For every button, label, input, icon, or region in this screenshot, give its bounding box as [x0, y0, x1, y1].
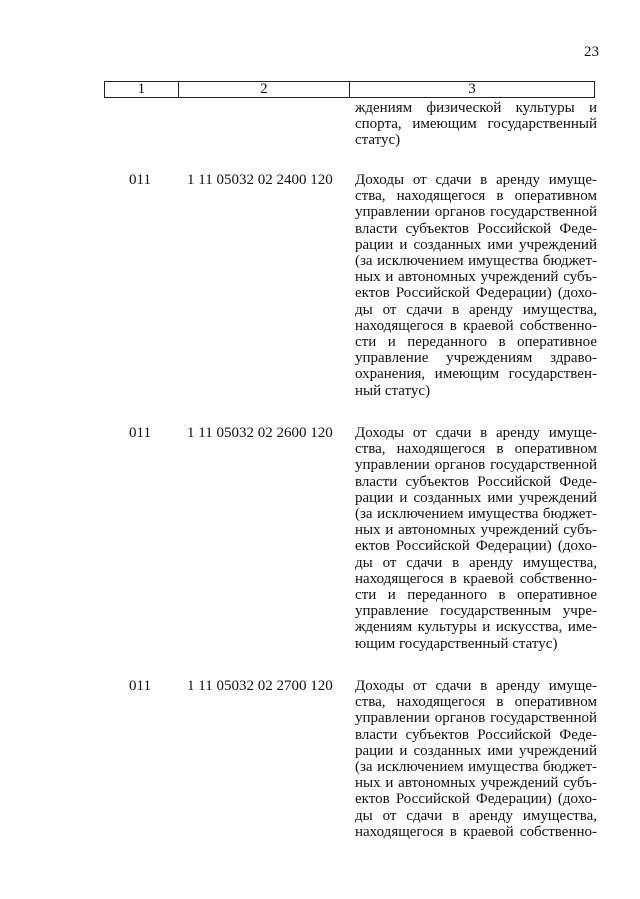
text-line: управлении органов государственной [355, 204, 597, 221]
budget-code: 1 11 05032 02 2600 120 [187, 425, 333, 441]
text-line: рации и созданных ими учреждений [355, 489, 597, 506]
text-line: ждениям культуры и искусства, име- [355, 619, 597, 636]
text-line: спорта, имеющим государственный [355, 116, 597, 133]
text-line: (за исключением имущества бюджет- [355, 253, 597, 270]
text-line: власти субъектов Российской Феде- [355, 726, 597, 743]
text-line: ства, находящегося в оперативном [355, 694, 597, 711]
text-line: Доходы от сдачи в аренду имуще- [355, 425, 597, 441]
admin-code: 011 [129, 678, 151, 694]
text-line: находящегося в краевой собственно- [355, 570, 597, 587]
table-header-row [105, 82, 595, 98]
text-line: находящегося в краевой собственно- [355, 317, 597, 334]
text-line: Доходы от сдачи в аренду имуще- [355, 678, 597, 694]
text-line: рации и созданных ими учреждений [355, 236, 597, 253]
table-header [104, 81, 595, 98]
income-description [355, 678, 597, 840]
text-line: власти субъектов Российской Феде- [355, 473, 597, 490]
text-line: ждениям физической культуры и [355, 100, 597, 116]
text-line: (за исключением имущества бюджет- [355, 506, 597, 523]
text-line: ных и автономных учреждений субъ- [355, 775, 597, 792]
text-line: ектов Российской Федерации) (дохо- [355, 791, 597, 808]
budget-code: 1 11 05032 02 2700 120 [187, 678, 333, 694]
text-line: ды от сдачи в аренду имущества, [355, 807, 597, 824]
income-description [355, 172, 597, 399]
text-line: сти и переданного в оперативное [355, 587, 597, 604]
header-col-3: 3 [350, 82, 595, 98]
text-line: ектов Российской Федерации) (дохо- [355, 538, 597, 555]
text-line: (за исключением имущества бюджет- [355, 759, 597, 776]
header-col-2: 2 [178, 82, 349, 98]
text-line: рации и созданных ими учреждений [355, 742, 597, 759]
text-line: ных и автономных учреждений субъ- [355, 522, 597, 539]
text-line: ства, находящегося в оперативном [355, 188, 597, 205]
text-line: охранения, имеющим государствен- [355, 366, 597, 383]
text-line: ды от сдачи в аренду имущества, [355, 554, 597, 571]
text-line: ды от сдачи в аренду имущества, [355, 301, 597, 318]
text-line: сти и переданного в оперативное [355, 334, 597, 351]
admin-code: 011 [129, 172, 151, 188]
text-line: ных и автономных учреждений субъ- [355, 269, 597, 286]
page-number: 23 [584, 44, 599, 60]
text-line: ющим государственный статус) [355, 635, 558, 652]
text-line: управление учреждениям здраво- [355, 350, 597, 367]
text-line: ектов Российской Федерации) (дохо- [355, 285, 597, 302]
text-line: управление государственным учре- [355, 603, 597, 620]
budget-code: 1 11 05032 02 2400 120 [187, 172, 333, 188]
continuation-text [355, 100, 597, 149]
text-line: статус) [355, 132, 401, 149]
text-line: ный статус) [355, 382, 431, 399]
admin-code: 011 [129, 425, 151, 441]
text-line: власти субъектов Российской Феде- [355, 220, 597, 237]
text-line: ства, находящегося в оперативном [355, 441, 597, 458]
text-line: находящегося в краевой собственно- [355, 823, 597, 840]
text-line: Доходы от сдачи в аренду имуще- [355, 172, 597, 188]
header-col-1: 1 [105, 82, 179, 98]
text-line: управлении органов государственной [355, 457, 597, 474]
income-description [355, 425, 597, 652]
text-line: управлении органов государственной [355, 710, 597, 727]
